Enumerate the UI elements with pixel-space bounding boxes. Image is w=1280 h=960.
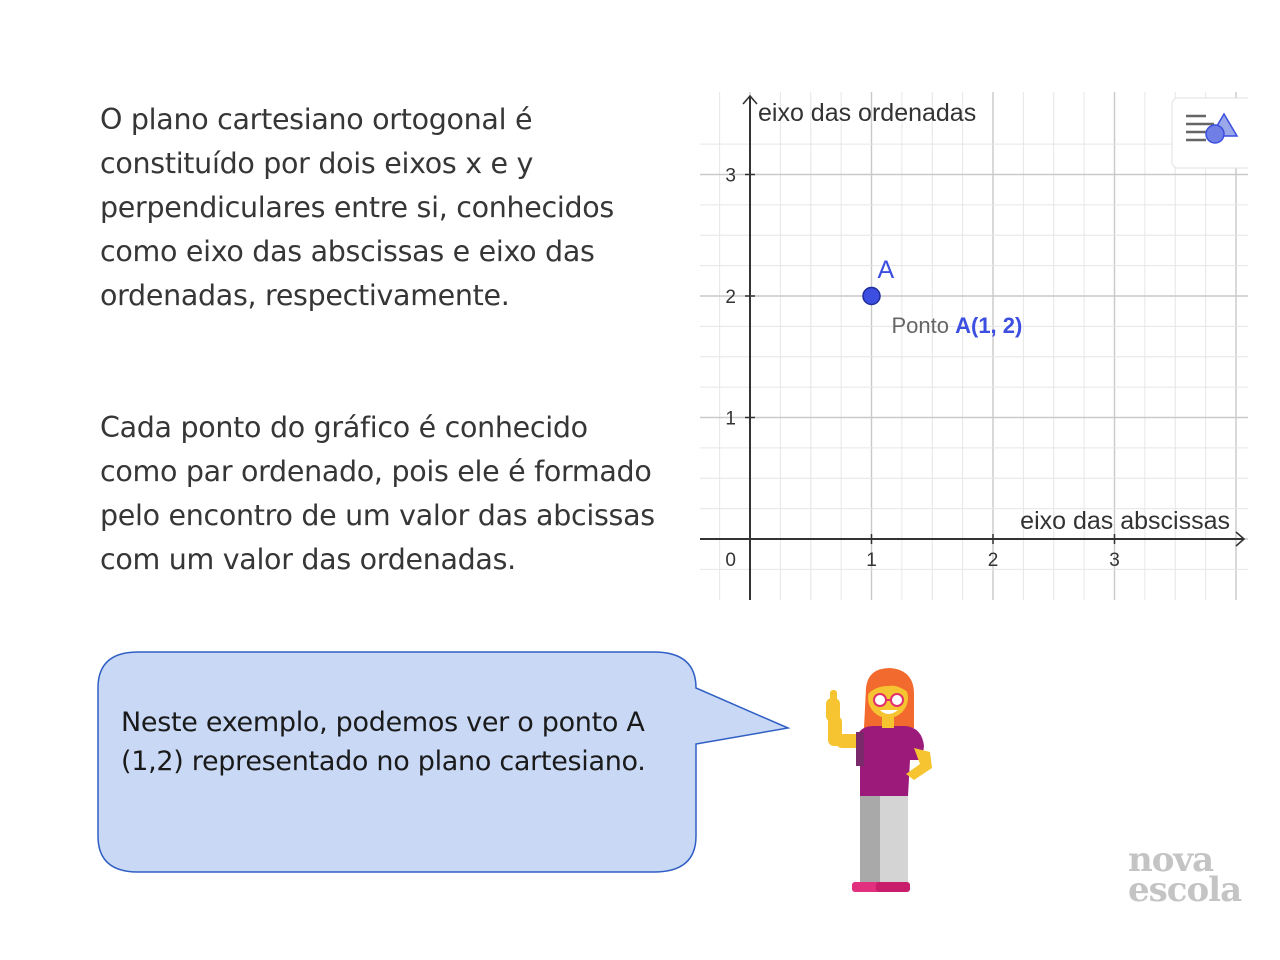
x-axis-label: eixo das abscissas — [1020, 507, 1230, 535]
y-axis-label: eixo das ordenadas — [758, 99, 977, 127]
y-tick-label: 2 — [725, 287, 736, 308]
x-tick-label: 2 — [987, 550, 999, 571]
y-tick-label: 3 — [725, 165, 736, 187]
teacher-character-illustration — [818, 668, 948, 903]
x-tick-label: 3 — [1109, 550, 1120, 571]
point-marker — [863, 288, 880, 305]
origin-label: 0 — [725, 550, 736, 571]
cartesian-plane-graph — [700, 92, 1248, 600]
x-tick-label: 1 — [866, 550, 877, 571]
style-toolbar-button[interactable] — [1172, 98, 1248, 168]
point-annotation — [892, 313, 1023, 338]
point-label: A — [877, 256, 895, 284]
nova-escola-logo: nova escola — [1128, 840, 1242, 910]
point-annotation-coords: A(1, 2) — [955, 313, 1023, 338]
ordered-pair-paragraph: Cada ponto do gráfico é conhecido como par ordenado, pois ele é formado pelo encontro de um valor das abcissas com um valor das ordenadas. — [100, 411, 655, 576]
y-tick-label: 1 — [725, 408, 736, 430]
speech-bubble-text: Neste exemplo, podemos ver o ponto A (1,2) representado no plano cartesiano. — [121, 707, 646, 777]
point-annotation-prefix: Ponto — [891, 313, 956, 338]
intro-paragraph: O plano cartesiano ortogonal é constituído por dois eixos x e y perpendiculares entre si, conhecidos como eixo das abscissas e eixo das ordenadas, respectivamente. — [100, 103, 614, 312]
